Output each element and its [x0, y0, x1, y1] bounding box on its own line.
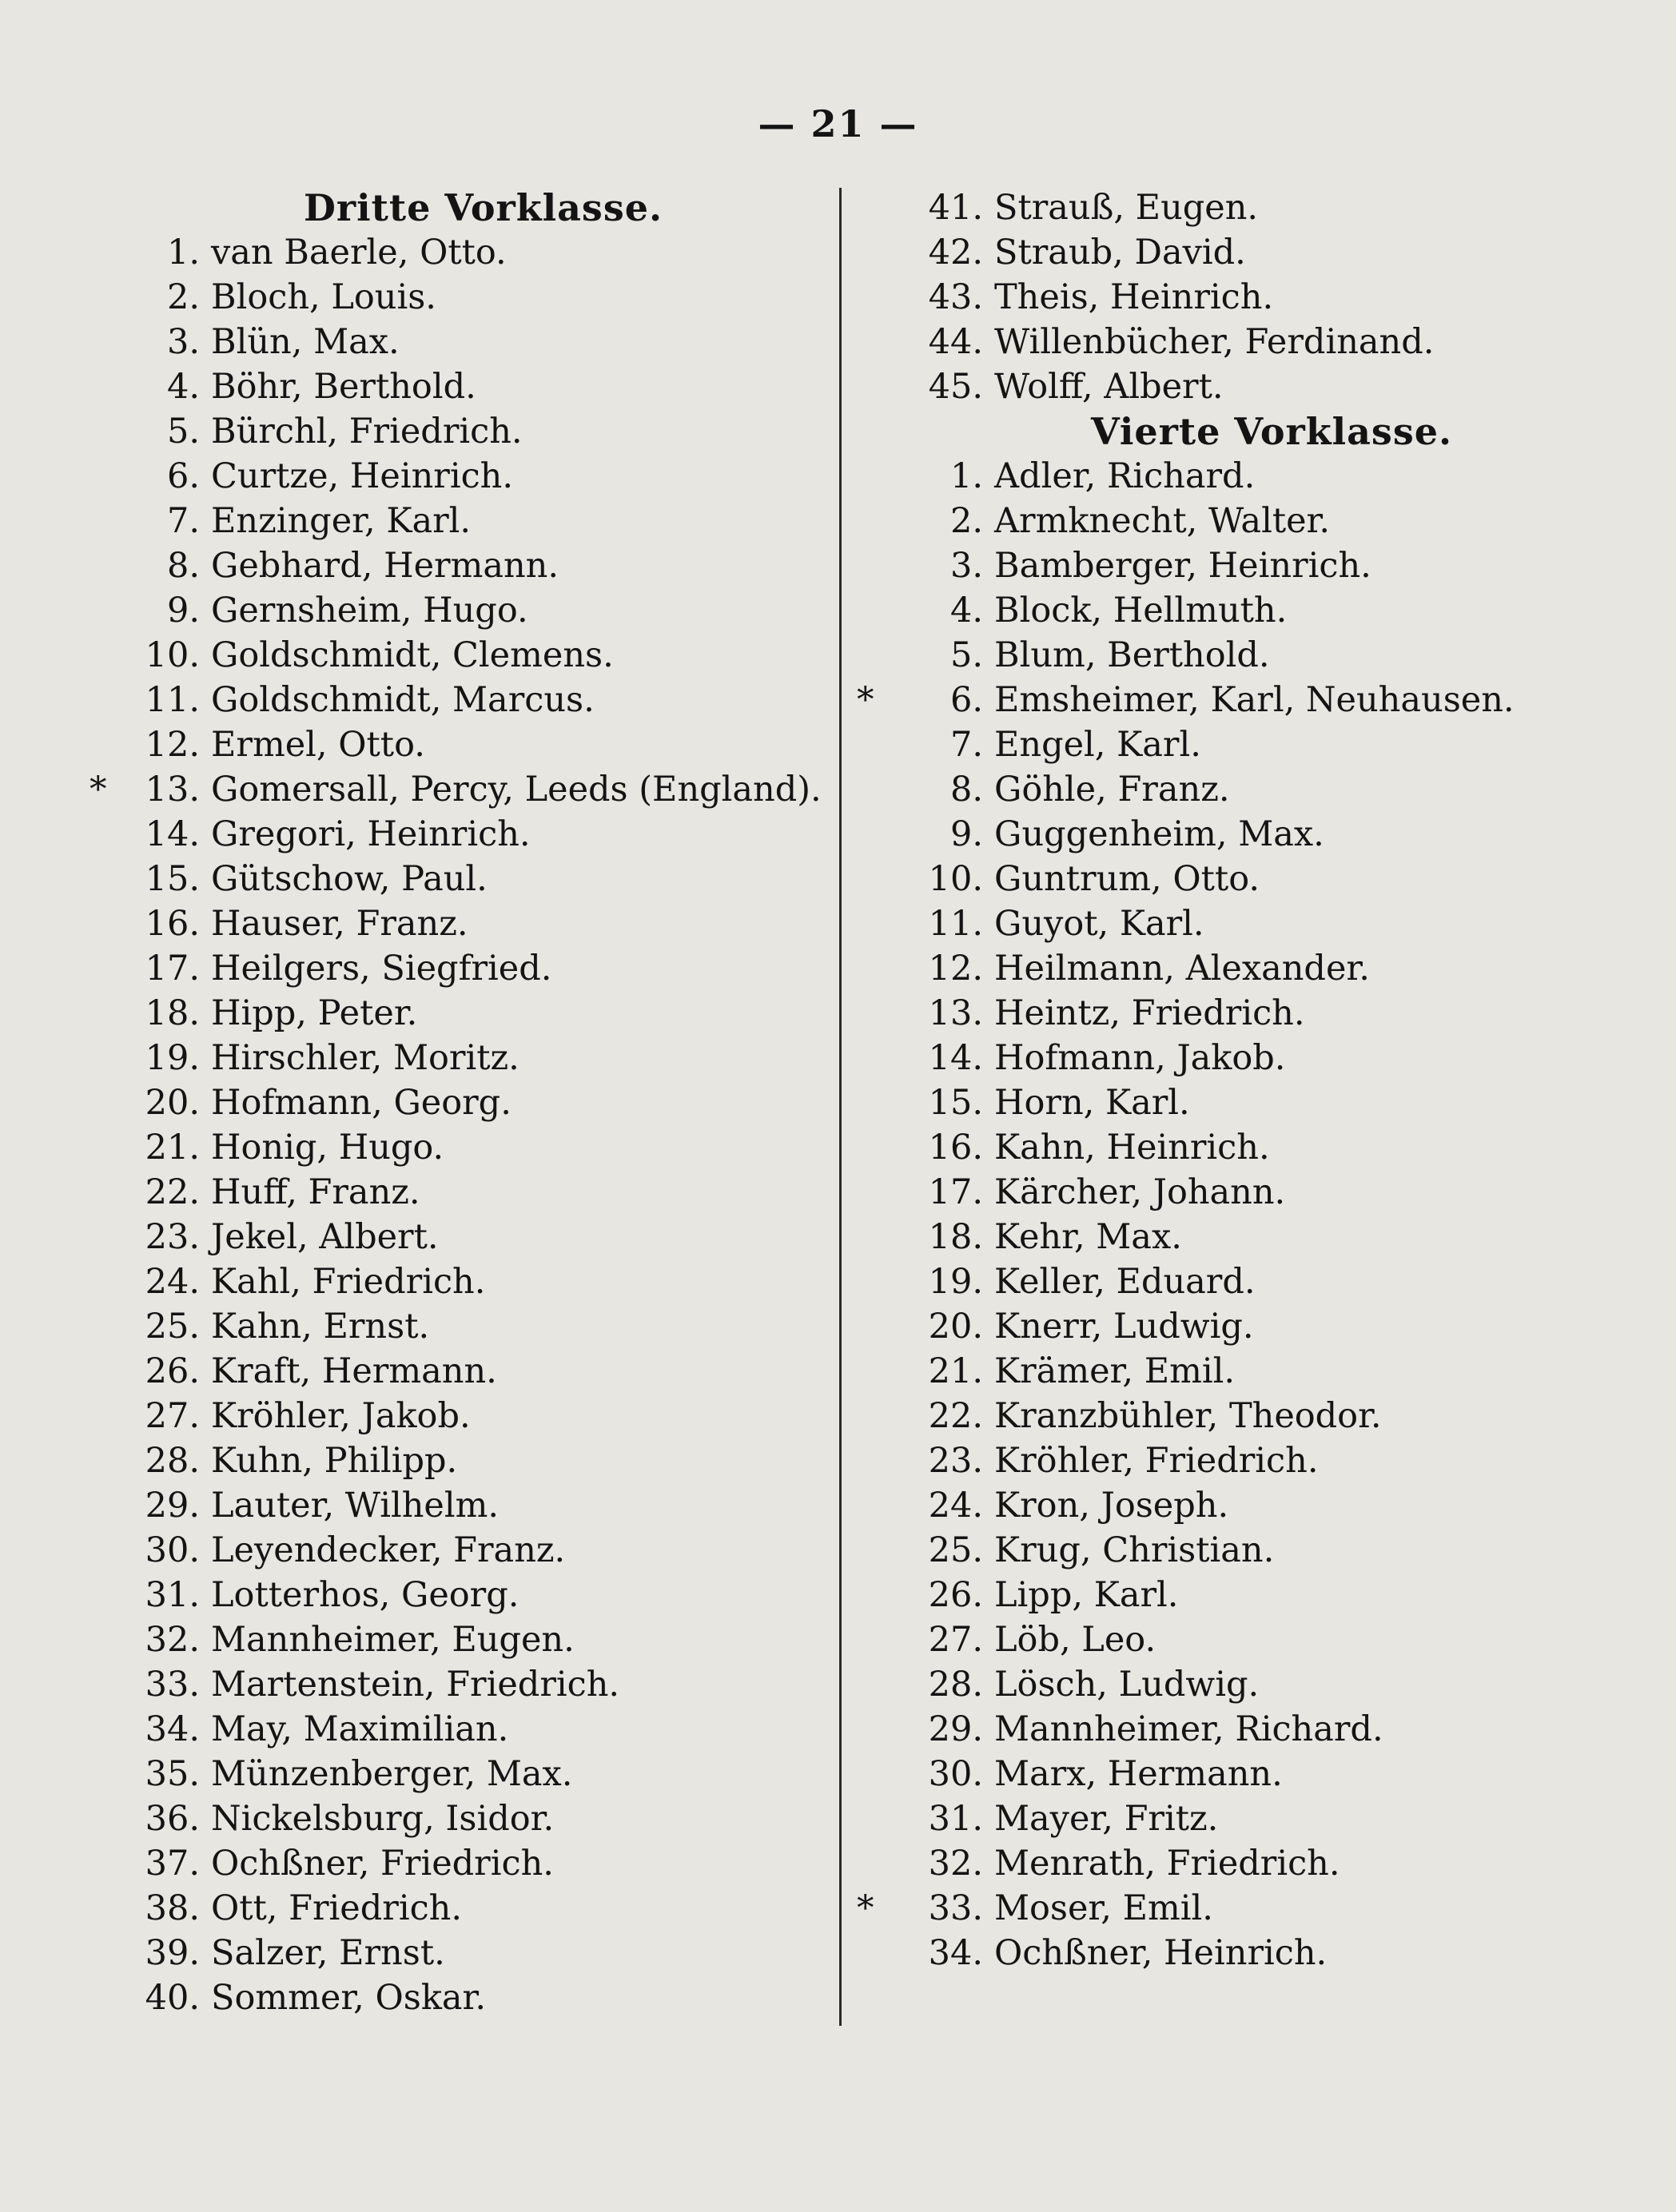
list-item	[120, 1752, 799, 1796]
student-name: Lösch, Ludwig.	[994, 1665, 1260, 1705]
entry-number: 29.	[145, 1486, 200, 1526]
list-item	[887, 1304, 1606, 1349]
entry-number: 37.	[145, 1844, 200, 1884]
list-item	[120, 678, 799, 722]
student-name: Lipp, Karl.	[994, 1575, 1179, 1615]
entry-number: 20.	[928, 1307, 983, 1347]
list-item	[887, 1931, 1606, 1975]
student-name: Guntrum, Otto.	[994, 859, 1260, 899]
list-item	[120, 1349, 799, 1394]
entry-number: 28.	[145, 1441, 200, 1481]
entry-number: 2.	[949, 501, 983, 541]
entry-number: 5.	[949, 635, 983, 675]
entry-number: 31.	[145, 1575, 200, 1615]
entry-number: 14.	[145, 814, 200, 854]
entry-number: 35.	[145, 1754, 200, 1794]
entry-number: 11.	[145, 680, 200, 720]
list-item	[887, 1662, 1606, 1707]
student-name: Gernsheim, Hugo.	[211, 591, 528, 631]
list-item	[887, 275, 1606, 320]
student-name: Horn, Karl.	[994, 1083, 1190, 1123]
list-item	[887, 1125, 1606, 1170]
list-item	[120, 364, 799, 409]
student-name: Menrath, Friedrich.	[994, 1844, 1340, 1884]
student-name: Heintz, Friedrich.	[994, 993, 1305, 1033]
student-name: Gregori, Heinrich.	[211, 814, 531, 854]
entry-number: 15.	[928, 1083, 983, 1123]
entry-number: 12.	[928, 949, 983, 989]
entry-number: 25.	[145, 1307, 200, 1347]
student-name: Honig, Hugo.	[211, 1128, 444, 1168]
student-name: Mannheimer, Eugen.	[211, 1620, 575, 1660]
right-top-student-list	[887, 185, 1606, 409]
list-item	[887, 499, 1606, 543]
list-item	[120, 857, 799, 901]
list-item	[120, 1617, 799, 1662]
student-name: Goldschmidt, Marcus.	[211, 680, 595, 720]
student-name: Böhr, Berthold.	[211, 367, 476, 407]
student-name: Kehr, Max.	[994, 1217, 1182, 1257]
entry-number: 25.	[928, 1530, 983, 1570]
student-name: Kranzbühler, Theodor.	[994, 1396, 1382, 1436]
list-item	[120, 946, 799, 991]
entry-number: 41.	[928, 188, 983, 228]
list-item	[887, 946, 1606, 991]
student-name: Kuhn, Philipp.	[211, 1441, 458, 1481]
list-item	[120, 454, 799, 499]
student-name: Krug, Christian.	[994, 1530, 1275, 1570]
student-name: Knerr, Ludwig.	[994, 1307, 1254, 1347]
student-name: Jekel, Albert.	[211, 1217, 439, 1257]
student-name: Mayer, Fritz.	[994, 1799, 1219, 1839]
student-name: Löb, Leo.	[994, 1620, 1156, 1660]
asterisk-marker: *	[857, 680, 874, 720]
list-item	[887, 588, 1606, 633]
list-item	[887, 1080, 1606, 1125]
student-name: Hofmann, Jakob.	[994, 1038, 1286, 1078]
list-item	[887, 1438, 1606, 1483]
list-item	[887, 230, 1606, 275]
list-item	[887, 1215, 1606, 1259]
student-name: Guyot, Karl.	[994, 904, 1204, 944]
student-name: Hirschler, Moritz.	[211, 1038, 520, 1078]
list-item	[887, 1036, 1606, 1080]
list-item	[887, 364, 1606, 409]
student-name: Engel, Karl.	[994, 725, 1201, 765]
student-name: Nickelsburg, Isidor.	[211, 1799, 555, 1839]
list-item	[120, 722, 799, 767]
list-item	[120, 1841, 799, 1886]
student-name: Bürchl, Friedrich.	[211, 412, 523, 452]
entry-number: 32.	[928, 1844, 983, 1884]
list-item	[120, 1975, 799, 2020]
student-name: Keller, Eduard.	[994, 1262, 1256, 1302]
list-item	[857, 678, 1606, 722]
entry-number: 43.	[928, 277, 983, 317]
student-name: Heilmann, Alexander.	[994, 949, 1370, 989]
entry-number: 9.	[949, 814, 983, 854]
list-item	[120, 1125, 799, 1170]
entry-number: 22.	[145, 1172, 200, 1212]
entry-number: 24.	[928, 1486, 983, 1526]
entry-number: 8.	[949, 770, 983, 810]
entry-number: 6.	[949, 680, 983, 720]
list-item	[887, 1349, 1606, 1394]
entry-number: 27.	[145, 1396, 200, 1436]
list-item	[857, 1886, 1606, 1931]
student-name: Kahn, Heinrich.	[994, 1128, 1270, 1168]
student-name: Kron, Joseph.	[994, 1486, 1229, 1526]
list-item	[120, 1304, 799, 1349]
entry-number: 34.	[145, 1709, 200, 1749]
student-name: Gomersall, Percy, Leeds (England).	[211, 770, 822, 810]
student-name: Ott, Friedrich.	[211, 1888, 463, 1928]
entry-number: 36.	[145, 1799, 200, 1839]
entry-number: 4.	[949, 591, 983, 631]
list-item	[120, 588, 799, 633]
entry-number: 27.	[928, 1620, 983, 1660]
entry-number: 21.	[928, 1351, 983, 1391]
list-item	[90, 767, 822, 812]
list-item	[120, 991, 799, 1036]
entry-number: 31.	[928, 1799, 983, 1839]
list-item	[120, 1259, 799, 1304]
list-item	[120, 1662, 799, 1707]
student-name: Ochßner, Friedrich.	[211, 1844, 554, 1884]
student-name: Lotterhos, Georg.	[211, 1575, 520, 1615]
student-name: Heilgers, Siegfried.	[211, 949, 552, 989]
student-name: Adler, Richard.	[994, 456, 1256, 496]
entry-number: 26.	[928, 1575, 983, 1615]
entry-number: 42.	[928, 233, 983, 273]
entry-number: 17.	[145, 949, 200, 989]
list-item	[120, 1036, 799, 1080]
entry-number: 18.	[145, 993, 200, 1033]
student-name: Ochßner, Heinrich.	[994, 1933, 1328, 1973]
list-item	[120, 901, 799, 946]
entry-number: 6.	[166, 456, 200, 496]
page-number: — 21 —	[758, 102, 918, 145]
entry-number: 30.	[145, 1530, 200, 1570]
student-name: Emsheimer, Karl, Neuhausen.	[994, 680, 1515, 720]
entry-number: 13.	[145, 770, 200, 810]
list-item	[887, 812, 1606, 857]
entry-number: 7.	[166, 501, 200, 541]
list-item	[120, 320, 799, 364]
student-name: Moser, Emil.	[994, 1888, 1213, 1928]
entry-number: 12.	[145, 725, 200, 765]
entry-number: 33.	[928, 1888, 983, 1928]
student-name: May, Maximilian.	[211, 1709, 509, 1749]
right-column	[857, 185, 1606, 1975]
list-item	[887, 1796, 1606, 1841]
right-student-list	[857, 454, 1606, 1975]
column-divider	[839, 188, 842, 2026]
entry-number: 26.	[145, 1351, 200, 1391]
student-name: Armknecht, Walter.	[994, 501, 1331, 541]
student-name: Kärcher, Johann.	[994, 1172, 1286, 1212]
list-item	[120, 275, 799, 320]
student-name: Bloch, Louis.	[211, 277, 436, 317]
student-name: Goldschmidt, Clemens.	[211, 635, 614, 675]
entry-number: 7.	[949, 725, 983, 765]
list-item	[887, 1707, 1606, 1752]
entry-number: 10.	[145, 635, 200, 675]
entry-number: 24.	[145, 1262, 200, 1302]
student-name: van Baerle, Otto.	[211, 233, 507, 273]
list-item	[120, 633, 799, 678]
entry-number: 45.	[928, 367, 983, 407]
entry-number: 2.	[166, 277, 200, 317]
entry-number: 17.	[928, 1172, 983, 1212]
entry-number: 16.	[928, 1128, 983, 1168]
list-item	[120, 1215, 799, 1259]
student-name: Theis, Heinrich.	[994, 277, 1274, 317]
student-name: Wolff, Albert.	[994, 367, 1224, 407]
entry-number: 16.	[145, 904, 200, 944]
student-name: Gebhard, Hermann.	[211, 546, 559, 586]
student-name: Martenstein, Friedrich.	[211, 1665, 620, 1705]
student-name: Kahl, Friedrich.	[211, 1262, 486, 1302]
student-name: Kröhler, Jakob.	[211, 1396, 471, 1436]
student-name: Kraft, Hermann.	[211, 1351, 497, 1391]
entry-number: 28.	[928, 1665, 983, 1705]
list-item	[887, 320, 1606, 364]
student-name: Enzinger, Karl.	[211, 501, 472, 541]
entry-number: 15.	[145, 859, 200, 899]
student-name: Curtze, Heinrich.	[211, 456, 514, 496]
list-item	[887, 633, 1606, 678]
student-name: Sommer, Oskar.	[211, 1978, 487, 2018]
student-name: Mannheimer, Richard.	[994, 1709, 1383, 1749]
list-item	[887, 1752, 1606, 1796]
student-name: Ermel, Otto.	[211, 725, 425, 765]
student-name: Hofmann, Georg.	[211, 1083, 512, 1123]
list-item	[887, 1170, 1606, 1215]
list-item	[120, 1886, 799, 1931]
list-item	[120, 812, 799, 857]
list-item	[887, 1617, 1606, 1662]
list-item	[120, 1573, 799, 1617]
student-name: Block, Hellmuth.	[994, 591, 1288, 631]
list-item	[120, 1438, 799, 1483]
entry-number: 21.	[145, 1128, 200, 1168]
list-item	[120, 1931, 799, 1975]
list-item	[887, 991, 1606, 1036]
list-item	[887, 185, 1606, 230]
list-item	[887, 543, 1606, 588]
list-item	[887, 1573, 1606, 1617]
student-name: Kahn, Ernst.	[211, 1307, 430, 1347]
left-student-list	[90, 230, 822, 2020]
list-item	[887, 901, 1606, 946]
list-item	[887, 454, 1606, 499]
list-item	[120, 1796, 799, 1841]
asterisk-marker: *	[90, 770, 107, 810]
student-name: Krämer, Emil.	[994, 1351, 1236, 1391]
entry-number: 39.	[145, 1933, 200, 1973]
list-item	[887, 767, 1606, 812]
entry-number: 19.	[145, 1038, 200, 1078]
list-item	[887, 1483, 1606, 1528]
student-name: Leyendecker, Franz.	[211, 1530, 566, 1570]
student-name: Gütschow, Paul.	[211, 859, 488, 899]
entry-number: 4.	[166, 367, 200, 407]
student-name: Hipp, Peter.	[211, 993, 418, 1033]
list-item	[120, 1394, 799, 1438]
entry-number: 22.	[928, 1396, 983, 1436]
student-name: Guggenheim, Max.	[994, 814, 1324, 854]
list-item	[120, 1170, 799, 1215]
entry-number: 9.	[166, 591, 200, 631]
entry-number: 3.	[949, 546, 983, 586]
student-name: Göhle, Franz.	[994, 770, 1230, 810]
entry-number: 3.	[166, 322, 200, 362]
entry-number: 34.	[928, 1933, 983, 1973]
student-name: Bamberger, Heinrich.	[994, 546, 1371, 586]
list-item	[120, 1080, 799, 1125]
list-item	[887, 1259, 1606, 1304]
list-item	[887, 722, 1606, 767]
student-name: Lauter, Wilhelm.	[211, 1486, 500, 1526]
entry-number: 1.	[166, 233, 200, 273]
entry-number: 13.	[928, 993, 983, 1033]
student-name: Strauß, Eugen.	[994, 188, 1259, 228]
list-item	[887, 857, 1606, 901]
student-name: Salzer, Ernst.	[211, 1933, 445, 1973]
class-heading-vierte: Vierte Vorklasse.	[1091, 410, 1453, 453]
list-item	[120, 543, 799, 588]
entry-number: 18.	[928, 1217, 983, 1257]
entry-number: 30.	[928, 1754, 983, 1794]
student-name: Straub, David.	[994, 233, 1246, 273]
entry-number: 44.	[928, 322, 983, 362]
list-item	[120, 499, 799, 543]
entry-number: 20.	[145, 1083, 200, 1123]
list-item	[120, 1707, 799, 1752]
asterisk-marker: *	[857, 1888, 874, 1928]
student-name: Kröhler, Friedrich.	[994, 1441, 1319, 1481]
entry-number: 33.	[145, 1665, 200, 1705]
list-item	[887, 1394, 1606, 1438]
entry-number: 40.	[145, 1978, 200, 2018]
student-name: Blün, Max.	[211, 322, 400, 362]
list-item	[120, 1483, 799, 1528]
entry-number: 19.	[928, 1262, 983, 1302]
entry-number: 5.	[166, 412, 200, 452]
entry-number: 38.	[145, 1888, 200, 1928]
entry-number: 11.	[928, 904, 983, 944]
entry-number: 23.	[928, 1441, 983, 1481]
student-name: Münzenberger, Max.	[211, 1754, 573, 1794]
student-name: Hauser, Franz.	[211, 904, 468, 944]
student-name: Huff, Franz.	[211, 1172, 420, 1212]
entry-number: 8.	[166, 546, 200, 586]
list-item	[887, 1841, 1606, 1886]
entry-number: 1.	[949, 456, 983, 496]
list-item	[120, 1528, 799, 1573]
entry-number: 23.	[145, 1217, 200, 1257]
student-name: Blum, Berthold.	[994, 635, 1270, 675]
class-heading-dritte: Dritte Vorklasse.	[304, 186, 663, 229]
list-item	[120, 409, 799, 454]
entry-number: 32.	[145, 1620, 200, 1660]
list-item	[120, 230, 799, 275]
entry-number: 14.	[928, 1038, 983, 1078]
student-name: Marx, Hermann.	[994, 1754, 1283, 1794]
student-name: Willenbücher, Ferdinand.	[994, 322, 1435, 362]
list-item	[887, 1528, 1606, 1573]
entry-number: 29.	[928, 1709, 983, 1749]
left-column	[90, 185, 822, 2020]
entry-number: 10.	[928, 859, 983, 899]
